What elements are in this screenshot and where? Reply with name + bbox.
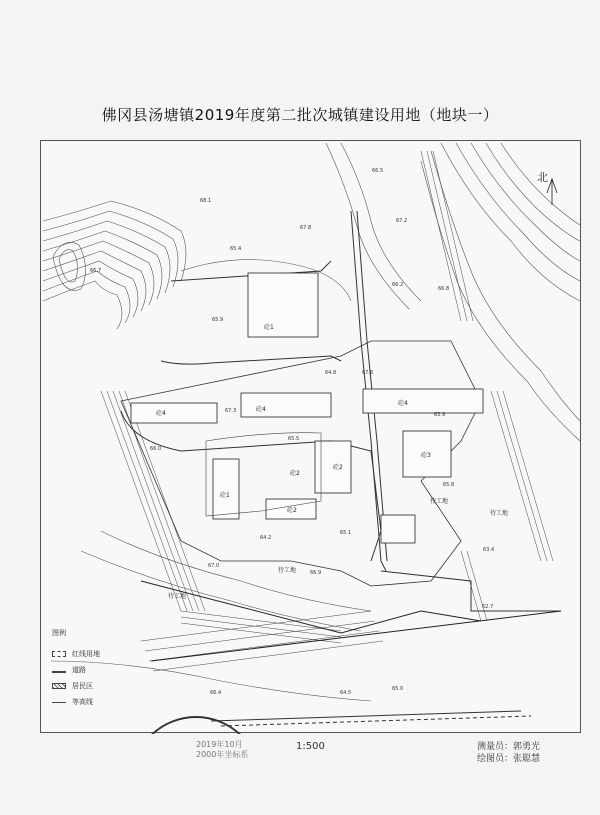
spot-height: 62.7 [482,604,494,610]
legend-item [52,678,152,694]
block-label: 待工地 [490,510,509,517]
spot-height: 64.2 [260,535,272,541]
block-label: 砼1 [264,324,274,331]
legend-item [52,646,152,662]
building-small [381,515,415,543]
dashed-boundary-icon [52,651,66,657]
spot-height: 64.8 [325,370,337,376]
coordinate-system: 2000年坐标系 [196,750,249,759]
spot-height: 65.1 [340,530,352,536]
building-a1 [213,459,239,519]
spot-height: 67.3 [225,408,237,414]
spot-height: 68.1 [200,198,212,204]
spot-height: 67.2 [396,218,408,224]
block-label: 待工地 [168,593,187,600]
spot-height: 66.0 [150,446,162,452]
legend-title: 图例 [52,629,66,637]
spot-height: 64.5 [340,690,352,696]
block-label: 待工地 [278,567,297,574]
building-upper [248,273,318,337]
legend-label: 居民区 [72,682,93,690]
survey-credits [477,741,540,765]
spot-height: 66.8 [438,286,450,292]
building-a4-mid [241,393,331,417]
block-label: 砼2 [290,470,300,477]
block-label: 待工地 [430,498,449,505]
north-label: 北 [537,171,548,184]
spot-height: 65.9 [212,317,224,323]
scale-text: 1:500 [296,741,325,752]
spot-height: 63.4 [483,547,495,553]
drafter: 绘图员：张聪慧 [477,754,541,764]
legend-label: 等高线 [72,698,93,706]
block-label: 砼2 [333,464,343,471]
spot-height: 66.9 [310,570,322,576]
spot-height: 67.6 [362,370,374,376]
date-block [196,740,248,760]
legend-item [52,662,152,678]
lower-wall [141,581,561,661]
spot-height: 65.8 [443,482,455,488]
surveyor: 测量员：郭勇光 [477,742,541,752]
legend-item [52,694,152,710]
spot-height: 65.5 [288,436,300,442]
spot-height: 63.9 [434,412,446,418]
block-label: 砼4 [256,406,266,413]
legend-label: 道路 [72,666,86,674]
spot-height: 67.8 [300,225,312,231]
spot-height: 66.2 [392,282,404,288]
contour-lines-left [43,201,186,329]
north-arrow [547,179,557,205]
legend-label: 红线用地 [72,650,100,658]
spot-height: 66.4 [210,690,222,696]
road-line-icon [52,667,66,673]
spot-height: 66.7 [90,268,102,274]
legend [52,628,152,710]
map-title: 佛冈县汤塘镇2019年度第二批次城镇建设用地（地块一） [101,106,499,124]
building-a4-right [363,389,483,413]
spot-height: 65.0 [392,686,404,692]
contour-line-icon [52,702,66,703]
block-label: 砼3 [421,452,431,459]
hatched-area-icon [52,683,66,689]
spot-height: 65.4 [230,246,242,252]
block-label: 砼4 [156,410,166,417]
block-label: 砼2 [287,507,297,514]
building-a4-left [131,403,217,423]
block-label: 砼4 [398,400,408,407]
block-label: 砼1 [220,492,230,499]
spot-height: 66.5 [372,168,384,174]
date-line: 2019年10月 [196,740,243,749]
spot-height: 67.0 [208,563,220,569]
